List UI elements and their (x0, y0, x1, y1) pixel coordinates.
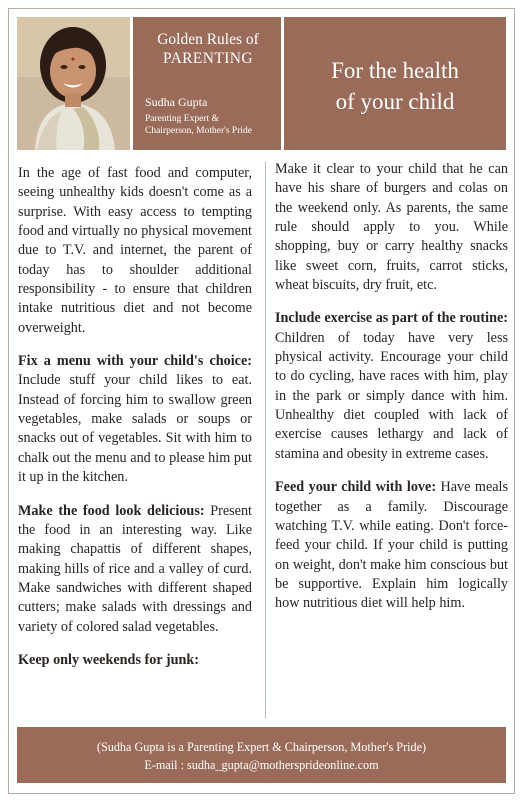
tip-heading: Fix a menu with your child's choice: (18, 353, 252, 370)
tip-heading: Make the food look delicious: (18, 502, 205, 519)
tip-heading: Keep only weekends for junk: (18, 651, 200, 668)
column-header (133, 17, 281, 150)
intro-paragraph: In the age of fast food and computer, seeing unhealthy kids doesn't come as a surprise. With easy access to tempting food and virtually no physical movement due to T.V. and internet, the parent of today has to shoulder additional responsibility - to ensure that children intake nutritious diet and not become overweight. (18, 165, 252, 336)
tip-body: Have meals together as a family. Discourage watching T.V. while eating. Don't force-feed your child. If your child is putting on weight, don't make him conscious but be supportive. Explain him logically how nutritious diet will help him. (275, 479, 509, 612)
tip-paragraph (18, 502, 252, 637)
author-name: Sudha Gupta (145, 95, 208, 109)
tip-paragraph: Make it clear to your child that he can have his share of burgers and colas on the weekend only. As parents, the same rule should apply to you. While shopping, buy or carry healthy snacks like sweet corn, fruits, carrot sticks, wheat biscuits, dry fruit, etc. (275, 161, 508, 294)
tip-heading: Include exercise as part of the routine: (275, 310, 508, 327)
tip-body: Present the food in an interesting way. Like making chapattis of different shapes, making hills of rice and a valley of curd. Make sandwiches with different shaped cutters; make salads with dressings and variety of colored salad vegetables. (18, 502, 252, 635)
author-photo (17, 17, 130, 150)
left-column (18, 164, 252, 684)
series-title: Golden Rules of (157, 31, 259, 48)
tip-paragraph (275, 478, 508, 613)
tip-paragraph (18, 352, 252, 487)
author-footer (17, 727, 506, 783)
article-title-line1: For the health (331, 57, 459, 83)
tip-body: Children of today have very less physical activity. Encourage your child to do cycling, have races with him, play in the park or simply dance with him. Unhealthy diet coupled with lack of exercise causes lethargy and lack of stamina and obesity in extreme cases. (275, 329, 508, 462)
article-title-line2: of your child (335, 88, 455, 114)
article-title (284, 17, 506, 150)
tip-paragraph (275, 309, 508, 464)
author-portrait-image (17, 17, 130, 150)
tip-body: Include stuff your child likes to eat. Instead of forcing him to swallow green vegetables, make salads or soups or snacks out of vegetables. Sit with him to chalk out the menu and to please him put it up in the kitchen. (18, 372, 252, 486)
author-role-line1: Parenting Expert & (145, 114, 219, 124)
column-divider (265, 162, 266, 718)
footer-bio: (Sudha Gupta is a Parenting Expert & Chairperson, Mother's Pride) (96, 740, 427, 754)
series-title-main: PARENTING (162, 50, 253, 67)
footer-email: E-mail : sudha_gupta@mothersprideonline.com (144, 758, 379, 772)
right-column (275, 160, 508, 628)
tip-paragraph (18, 651, 252, 670)
tip-heading: Feed your child with love: (275, 479, 437, 496)
author-role (145, 113, 273, 137)
author-role-line2: Chairperson, Mother's Pride (145, 126, 252, 136)
